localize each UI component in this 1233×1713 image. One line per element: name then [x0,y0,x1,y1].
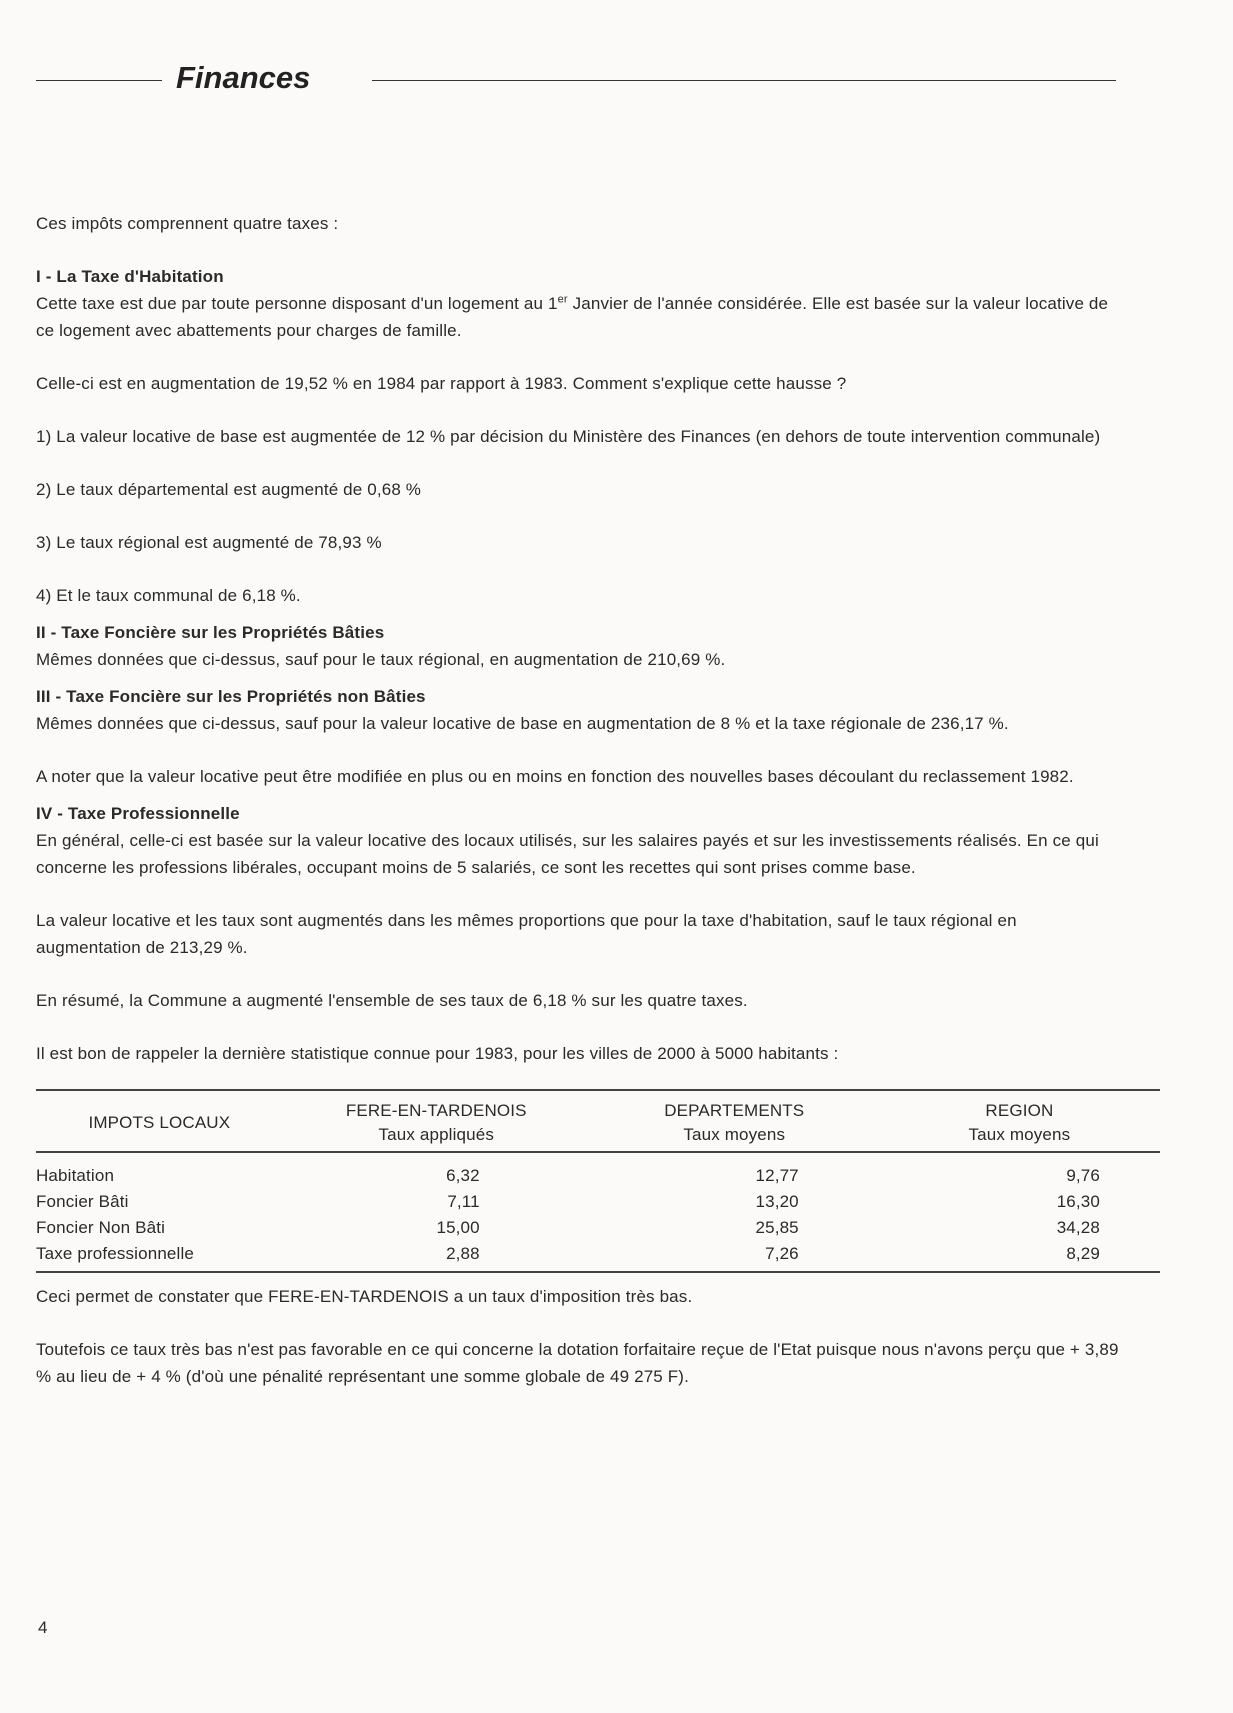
foncier-bati-paragraph: Mêmes données que ci-dessus, sauf pour le taux régional, en augmentation de 210,69 %. [36,650,726,669]
table-cell: Foncier Bâti [36,1192,129,1211]
professionnelle-paragraph-1: En général, celle-ci est basée sur la valeur locative des locaux utilisés, sur les salaires payés et sur les investissements réalisés. En ce qui concerne les professions libérales, occupant moins de 5 salariés, ce sont les recettes qui sont prises comme base. [36,831,1099,877]
professionnelle-paragraph-2: La valeur locative et les taux sont augmentés dans les mêmes proportions que pour la taxe d'habitation, sauf le taux régional en augmentation de 213,29 %. [36,911,1017,957]
table-cell: Foncier Non Bâti [36,1218,166,1237]
summary-paragraph: En résumé, la Commune a augmenté l'ensemble de ses taux de 6,18 % sur les quatre taxes. [36,991,748,1010]
table-cell: 8,29 [1066,1244,1100,1263]
foncier-non-bati-paragraph-2: A noter que la valeur locative peut être modifiée en plus ou en moins en fonction des nouvelles bases découlant du reclassement 1982. [36,767,1074,786]
habitation-p1-before: Cette taxe est due par toute personne disposant d'un logement au 1 [36,294,558,313]
foncier-non-bati-paragraph-1: Mêmes données que ci-dessus, sauf pour la valeur locative de base en augmentation de 8 % et la taxe régionale de 236,17 %. [36,714,1009,733]
table-cell: 15,00 [436,1218,480,1237]
table-cell: 16,30 [1056,1192,1100,1211]
section-heading-professionnelle: IV - Taxe Professionnelle [36,804,240,823]
tax-rates-table [36,1089,1160,1273]
table-row [36,1215,1160,1241]
habitation-paragraph-2: Celle-ci est en augmentation de 19,52 % en 1984 par rapport à 1983. Comment s'explique cette hausse ? [36,374,847,393]
table-cell: 9,76 [1066,1166,1100,1185]
conclusion-paragraph-1: Ceci permet de constater que FERE-EN-TARDENOIS a un taux d'imposition très bas. [36,1287,693,1306]
statistics-intro: Il est bon de rappeler la dernière statistique connue pour 1983, pour les villes de 2000 à 5000 habitants : [36,1044,839,1063]
conclusion-paragraph-2: Toutefois ce taux très bas n'est pas favorable en ce qui concerne la dotation forfaitaire reçue de l'Etat puisque nous n'avons perçu que + 3,89 % au lieu de + 4 % (d'où une pénalité représentant une somme globale de 49 275 F). [36,1340,1119,1386]
habitation-item-1: 1) La valeur locative de base est augmentée de 12 % par décision du Ministère des Finances (en dehors de toute intervention communale) [36,427,1101,446]
header-region: REGION Taux moyens [968,1101,1071,1144]
table-cell: 2,88 [446,1244,480,1263]
table-cell: 13,20 [755,1192,799,1211]
table-cell: 6,32 [446,1166,480,1185]
table-cell: 25,85 [755,1218,799,1237]
table-header-row [36,1090,1160,1152]
header-rule-left [36,80,162,81]
habitation-item-2: 2) Le taux départemental est augmenté de 0,68 % [36,480,422,499]
table-cell: Taxe professionnelle [36,1244,194,1263]
habitation-paragraph-1 [36,290,1126,344]
table-cell: 34,28 [1056,1218,1100,1237]
table-cell: 12,77 [755,1166,799,1185]
document-body [36,210,1126,1390]
section-heading-foncier-non-bati: III - Taxe Foncière sur les Propriétés non Bâties [36,687,426,706]
page-number: 4 [38,1618,48,1637]
habitation-item-4: 4) Et le taux communal de 6,18 %. [36,586,301,605]
header-fere-en-tardenois: FERE-EN-TARDENOIS Taux appliqués [345,1101,527,1144]
section-heading-habitation: I - La Taxe d'Habitation [36,267,224,286]
section-heading-foncier-bati: II - Taxe Foncière sur les Propriétés Bâties [36,623,385,642]
table-row [36,1241,1160,1272]
header-rule-right [372,80,1116,81]
header-impots-locaux: IMPOTS LOCAUX [88,1113,231,1132]
page-header [36,60,1116,100]
habitation-p1-after: Janvier de l'année considérée. Elle est basée sur la valeur locative de ce logement avec abattements pour charges de famille. [36,294,1109,340]
header-departements: DEPARTEMENTS Taux moyens [664,1101,805,1144]
habitation-p1-sup: er [557,293,568,306]
habitation-item-3: 3) Le taux régional est augmenté de 78,93 % [36,533,382,552]
intro-text: Ces impôts comprennent quatre taxes : [36,214,339,233]
table-cell: 7,26 [765,1244,799,1263]
table-row [36,1189,1160,1215]
table-row [36,1152,1160,1189]
table-cell: 7,11 [447,1192,480,1211]
page-title: Finances [176,60,311,95]
table-cell: Habitation [36,1166,115,1185]
